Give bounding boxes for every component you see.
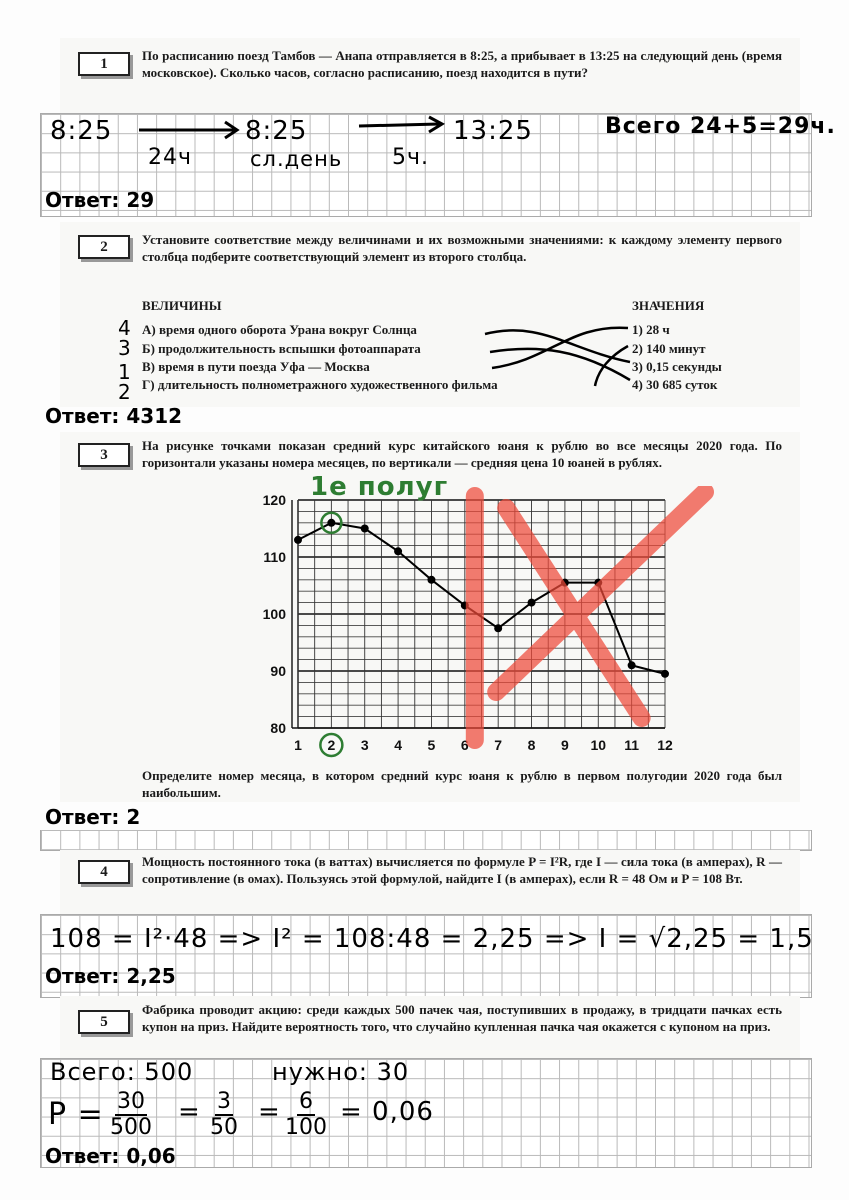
q2-value-4: 4) 30 685 суток bbox=[632, 377, 718, 392]
q5-needed: нужно: 30 bbox=[272, 1058, 410, 1086]
q2-answer: Ответ: 4312 bbox=[45, 404, 183, 428]
x-tick-label: 10 bbox=[590, 737, 607, 753]
x-tick-label: 9 bbox=[561, 737, 569, 753]
q2-number: 2 bbox=[78, 235, 130, 259]
q3-text: На рисунке точками показан средний курс китайского юаня к рублю во все месяцы 2020 года. По горизонтали указаны номера месяцев, по вертикали — средняя цена 10 юаней в рублях. bbox=[142, 438, 782, 470]
q2-match-lines bbox=[480, 320, 640, 395]
x-tick-label: 11 bbox=[624, 737, 640, 753]
data-point bbox=[327, 519, 335, 527]
q3-note: 1е полуг bbox=[310, 472, 449, 502]
q1-duration-5: 5ч. bbox=[392, 145, 429, 170]
q5-answer: Ответ: 0,06 bbox=[45, 1144, 176, 1168]
x-tick-label: 4 bbox=[394, 737, 402, 753]
q2-item-b: Б) продолжительность вспышки фотоаппарата bbox=[142, 341, 421, 356]
x-tick-label: 7 bbox=[494, 737, 503, 753]
data-point bbox=[394, 547, 402, 555]
q1-next-day: сл.день bbox=[250, 147, 343, 171]
q5-f3-num: 6 bbox=[299, 1089, 313, 1114]
q3-answer: Ответ: 2 bbox=[45, 805, 141, 829]
y-tick-label: 120 bbox=[262, 492, 286, 508]
q1-duration-24: 24ч bbox=[148, 145, 192, 170]
x-tick-label: 6 bbox=[460, 737, 469, 753]
q4-work: 108 = I²·48 => I² = 108:48 = 2,25 => I = √2,25 = 1,5 bbox=[50, 924, 814, 954]
q1-answer: Ответ: 29 bbox=[45, 188, 155, 212]
data-point bbox=[528, 599, 536, 607]
y-tick-label: 100 bbox=[262, 606, 286, 622]
q5-text: Фабрика проводит акцию: среди каждых 500 пачек чая, поступивших в продажу, в тридцати пачках есть купон на приз. Найдите вероятность того, что случайно купленная пачка чая окажется с купоном на приз. bbox=[142, 1002, 782, 1034]
q2-right-header: ЗНАЧЕНИЯ bbox=[632, 298, 705, 313]
q4-number: 4 bbox=[78, 860, 130, 884]
data-point bbox=[294, 536, 302, 544]
x-tick-label: 1 bbox=[294, 737, 302, 753]
q4-text: Мощность постоянного тока (в ваттах) вычисляется по формуле P = I²R, где I — сила тока (в амперах), R — сопротивление (в омах). Пользуясь этой формулой, найдите I (в амперах), если R = 48 Ом и P = 108 Вт. bbox=[142, 854, 782, 886]
q5-f2-num: 3 bbox=[217, 1089, 231, 1114]
q2-mark-c: 1 bbox=[118, 360, 132, 384]
chart-crossout bbox=[475, 492, 705, 740]
q2-value-3: 3) 0,15 секунды bbox=[632, 359, 722, 374]
q2-text: Установите соответствие между величинами и их возможными значениями: к каждому элементу первого столбца подберите соответствующий элемент из второго столбца. bbox=[142, 232, 782, 264]
q5-fraction-3 bbox=[285, 1090, 327, 1140]
q2-mark-d: 2 bbox=[118, 380, 132, 404]
q1-time-depart: 8:25 bbox=[50, 116, 113, 146]
x-tick-label: 8 bbox=[527, 737, 536, 753]
data-point bbox=[494, 624, 502, 632]
q5-number: 5 bbox=[78, 1010, 130, 1034]
q1-time-arrive: 13:25 bbox=[453, 116, 533, 146]
data-point bbox=[661, 670, 669, 678]
q5-p-label: P = bbox=[48, 1097, 104, 1132]
y-tick-label: 110 bbox=[263, 549, 286, 565]
q5-f1-num: 30 bbox=[117, 1089, 145, 1114]
q3-question: Определите номер месяца, в котором средний курс юаня к рублю в первом полугодии 2020 года был наибольшим. bbox=[142, 768, 782, 800]
q5-total: Всего: 500 bbox=[50, 1058, 194, 1086]
data-point bbox=[361, 525, 369, 533]
q1-number: 1 bbox=[78, 52, 130, 76]
y-tick-label: 80 bbox=[270, 720, 286, 736]
q1-total: Всего 24+5=29ч. bbox=[605, 114, 836, 139]
y-tick-label: 90 bbox=[270, 663, 286, 679]
q5-fraction-2 bbox=[210, 1090, 238, 1140]
q5-f1-den: 500 bbox=[110, 1115, 152, 1140]
q2-value-2: 2) 140 минут bbox=[632, 341, 706, 356]
q2-item-a: А) время одного оборота Урана вокруг Солнца bbox=[142, 322, 417, 337]
x-tick-label: 12 bbox=[657, 737, 673, 753]
q3-number: 3 bbox=[78, 443, 130, 467]
q5-result: = 0,06 bbox=[340, 1097, 434, 1127]
q3-grid bbox=[40, 830, 812, 851]
data-point bbox=[427, 576, 435, 584]
q2-left-header: ВЕЛИЧИНЫ bbox=[142, 298, 222, 313]
q3-chart bbox=[250, 486, 730, 760]
q1-time-nextday: 8:25 bbox=[245, 116, 308, 146]
q2-value-1: 1) 28 ч bbox=[632, 322, 670, 337]
q2-mark-a: 4 bbox=[118, 316, 132, 340]
q1-text: По расписанию поезд Тамбов — Анапа отправляется в 8:25, а прибывает в 13:25 на следующий день (время московское). Сколько часов, согласно расписанию, поезд находится в пути? bbox=[142, 48, 782, 80]
q1-arrow-1 bbox=[135, 118, 245, 142]
q2-item-c: В) время в пути поезда Уфа — Москва bbox=[142, 359, 370, 374]
q4-answer: Ответ: 2,25 bbox=[45, 964, 176, 988]
data-point bbox=[628, 661, 636, 669]
q2-mark-b: 3 bbox=[118, 336, 132, 360]
x-tick-label: 2 bbox=[327, 737, 336, 753]
q1-arrow-2 bbox=[355, 114, 450, 138]
q2-item-d: Г) длительность полнометражного художественного фильма bbox=[142, 377, 498, 392]
q5-f2-den: 50 bbox=[210, 1115, 238, 1140]
q5-fraction-1 bbox=[110, 1090, 152, 1140]
q5-eq-1: = bbox=[178, 1097, 201, 1127]
q5-f3-den: 100 bbox=[285, 1115, 327, 1140]
chart-y-ticks bbox=[263, 492, 287, 736]
q5-eq-2: = bbox=[258, 1097, 281, 1127]
x-tick-label: 5 bbox=[427, 737, 436, 753]
x-tick-label: 3 bbox=[360, 737, 369, 753]
